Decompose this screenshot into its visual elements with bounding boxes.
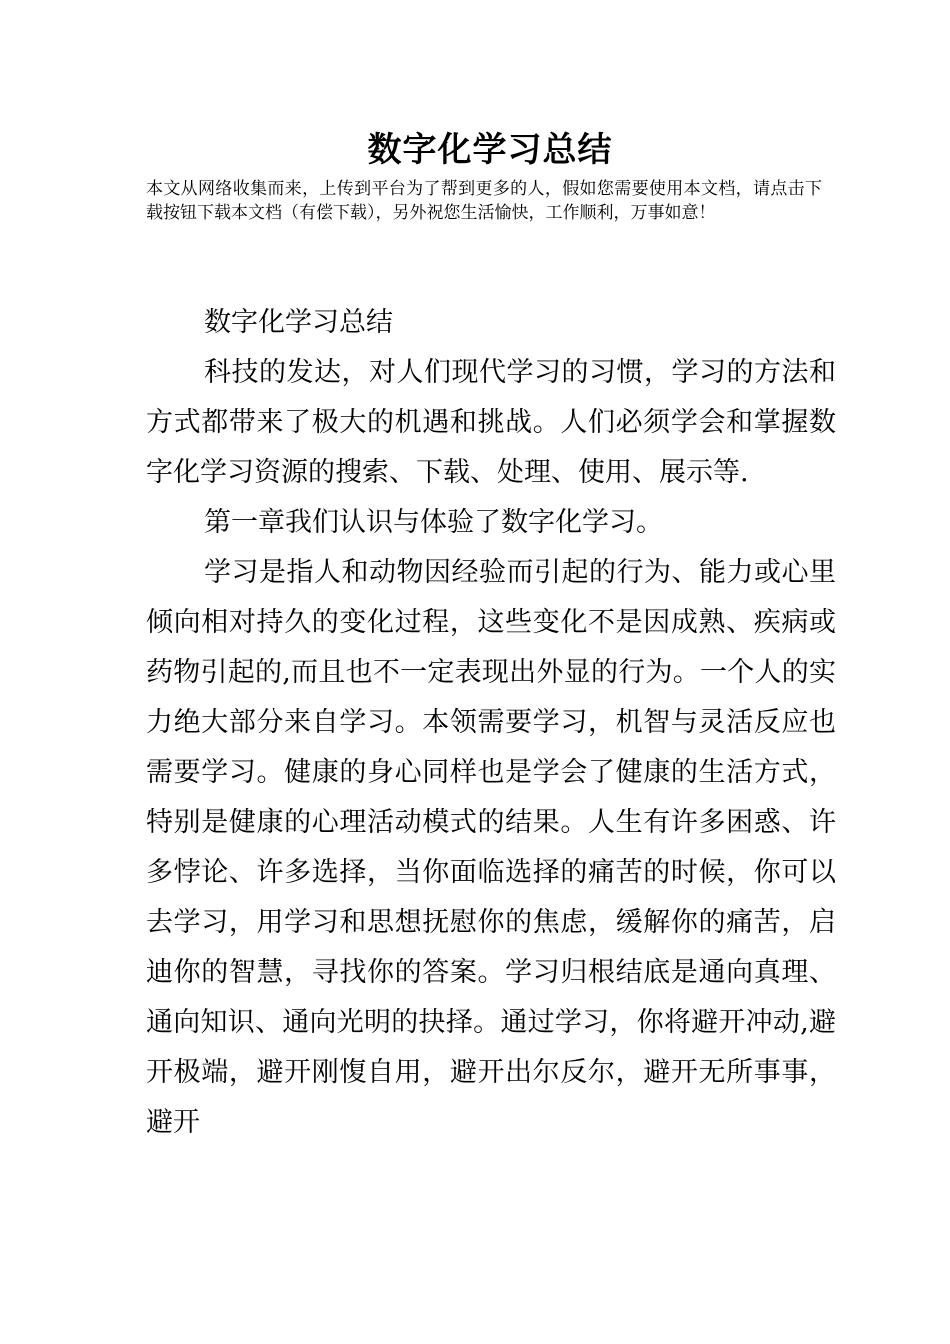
document-title: 数字化学习总结 (367, 130, 613, 170)
paragraph-learning-definition: 学习是指人和动物因经验而引起的行为、能力或心里倾向相对持久的变化过程，这些变化不是因成熟、疾病或药物引起的,而且也不一定表现出外显的行为。一个人的实力绝大部分来自学习。本领需要学习，机智与灵活反应也需要学习。健康的身心同样也是学会了健康的生活方式，特别是健康的心理活动模式的结果。人生有许多困惑、许多悖论、许多选择，当你面临选择的痛苦的时候，你可以去学习，用学习和思想抚慰你的焦虑，缓解你的痛苦，启迪你的智慧，寻找你的答案。学习归根结底是通向真理、通向知识、通向光明的抉择。通过学习，你将避开冲动,避开极端，避开刚愎自用，避开出尔反尔，避开无所事事，避开 (146, 557, 836, 1138)
disclaimer-text: 本文从网络收集而来，上传到平台为了帮到更多的人，假如您需要使用本文档，请点击下载按钮下载本文档（有偿下载），另外祝您生活愉快，工作顺利，万事如意！ (146, 179, 822, 223)
paragraph-intro: 科技的发达，对人们现代学习的习惯，学习的方法和方式都带来了极大的机遇和挑战。人们必须学会和掌握数字化学习资源的搜索、下载、处理、使用、展示等. (146, 357, 836, 488)
body-heading: 数字化学习总结 (204, 307, 393, 338)
document-body (146, 298, 836, 1148)
paragraph-chapter-one: 第一章我们认识与体验了数字化学习。 (204, 507, 663, 538)
